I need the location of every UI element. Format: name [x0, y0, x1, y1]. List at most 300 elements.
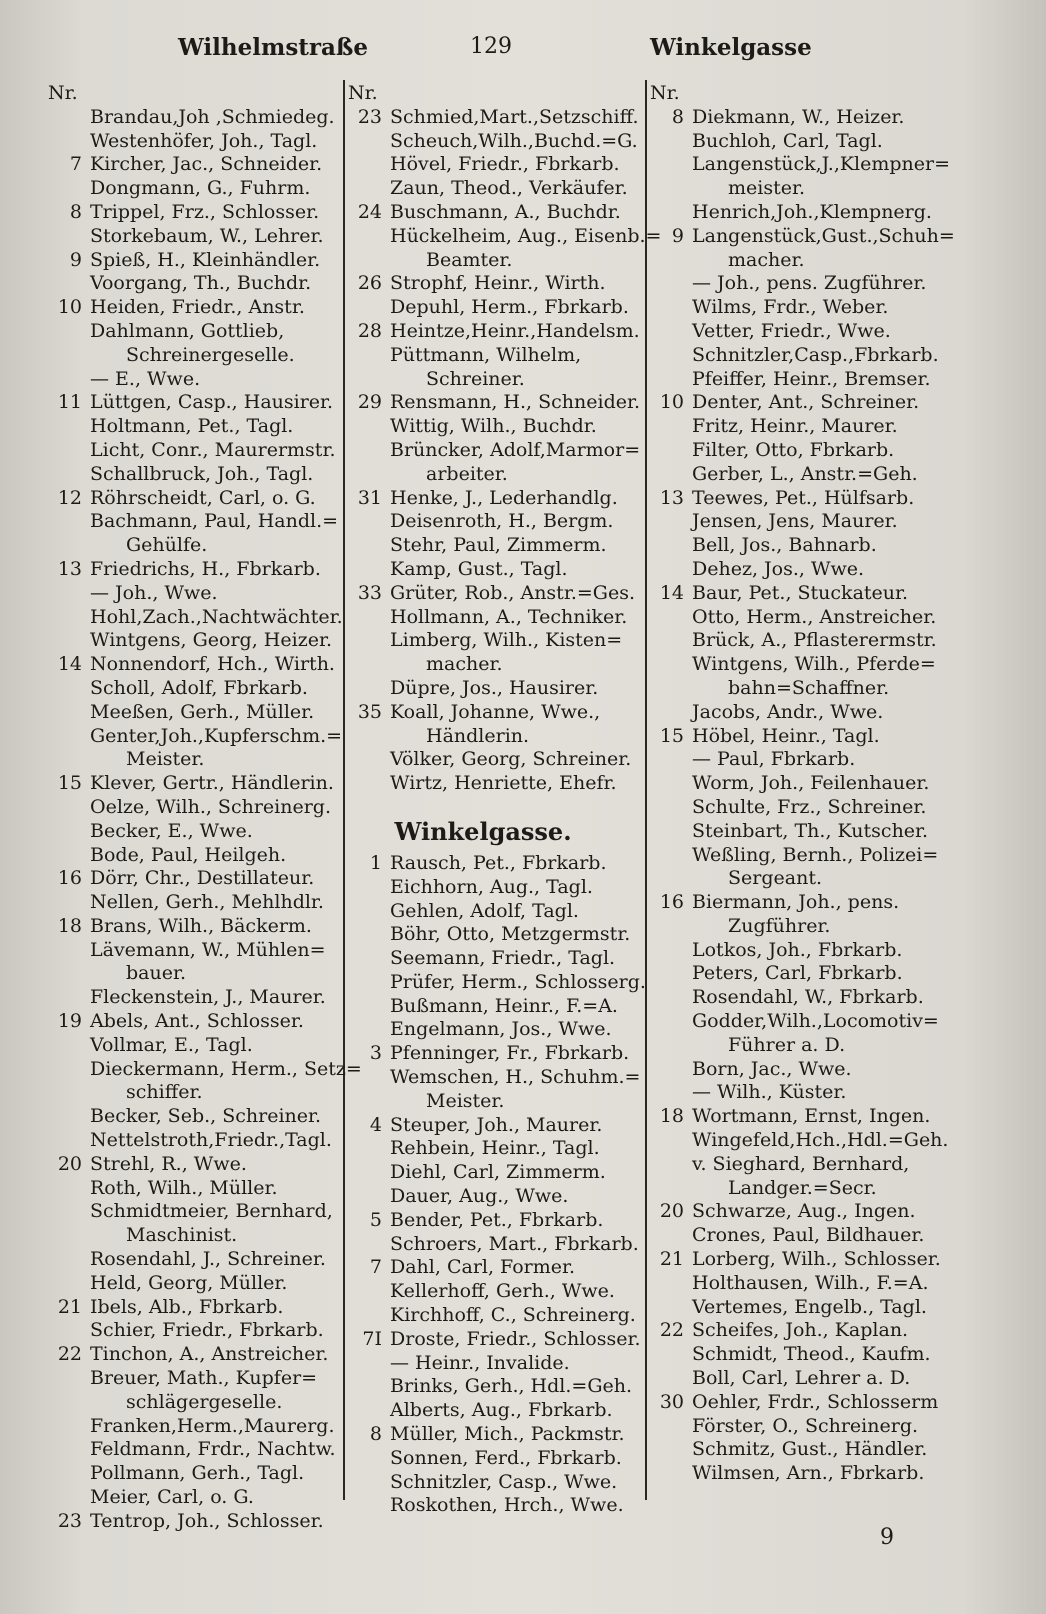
- entry-line: [48, 1486, 340, 1510]
- entry-line: [348, 463, 648, 487]
- resident-entry: Henke, J., Lederhandlg.: [390, 486, 618, 509]
- entry-line: [348, 1447, 648, 1471]
- house-number: 16: [659, 891, 684, 914]
- resident-entry: Schreiner.: [426, 367, 525, 390]
- house-number: [650, 1177, 692, 1201]
- entry-line: [650, 701, 950, 725]
- resident-entry: Pfenninger, Fr., Fbrkarb.: [390, 1042, 630, 1065]
- house-number: [650, 249, 692, 273]
- resident-entry: Lotkos, Joh., Fbrkarb.: [692, 938, 903, 961]
- resident-entry: Steuper, Joh., Maurer.: [390, 1113, 603, 1136]
- entry-line: [348, 900, 648, 924]
- house-number: 35: [357, 700, 382, 723]
- resident-entry: Holtmann, Pet., Tagl.: [90, 415, 294, 438]
- house-number: [48, 130, 90, 154]
- resident-entry: Hückelheim, Aug., Eisenb.=: [390, 224, 662, 247]
- house-number: [650, 629, 692, 653]
- entry-line: [48, 582, 340, 606]
- house-number: [48, 439, 90, 463]
- entry-line: [650, 820, 950, 844]
- resident-entry: Worm, Joh., Feilenhauer.: [692, 772, 930, 795]
- entry-line: [650, 844, 950, 868]
- resident-entry: Vertemes, Engelb., Tagl.: [692, 1295, 927, 1318]
- resident-entry: Teewes, Pet., Hülfsarb.: [692, 486, 915, 509]
- house-number: 15: [659, 724, 684, 747]
- house-number: [348, 947, 390, 971]
- resident-entry: Held, Georg, Müller.: [90, 1271, 288, 1294]
- resident-entry: schlägergeselle.: [126, 1390, 283, 1413]
- resident-entry: Vollmar, E., Tagl.: [90, 1033, 253, 1056]
- entry-line: [48, 986, 340, 1010]
- entry-line: [348, 130, 648, 154]
- resident-entry: Wilmsen, Arn., Fbrkarb.: [692, 1462, 925, 1485]
- resident-entry: Peters, Carl, Fbrkarb.: [692, 962, 903, 985]
- resident-entry: Höbel, Heinr., Tagl.: [692, 724, 880, 747]
- resident-entry: Crones, Paul, Bildhauer.: [692, 1224, 925, 1247]
- resident-entry: Lorberg, Wilh., Schlosser.: [692, 1248, 941, 1271]
- house-number: [48, 272, 90, 296]
- resident-entry: Gehlen, Adolf, Tagl.: [390, 899, 579, 922]
- house-number: [48, 748, 90, 772]
- house-number: [48, 891, 90, 915]
- house-number: [348, 606, 390, 630]
- resident-entry: Klever, Gertr., Händlerin.: [90, 772, 334, 795]
- entry-line: [48, 1462, 340, 1486]
- entry-line: [48, 867, 340, 891]
- entry-line: [48, 1224, 340, 1248]
- resident-entry: Henrich,Joh.,Klempnerg.: [692, 200, 932, 223]
- resident-entry: Förster, O., Schreinerg.: [692, 1414, 919, 1437]
- resident-entry: bahn=Schaffner.: [728, 676, 890, 699]
- house-number: 31: [357, 486, 382, 509]
- house-number: [48, 962, 90, 986]
- entry-line: [650, 249, 950, 273]
- resident-entry: Röhrscheidt, Carl, o. G.: [90, 486, 316, 509]
- house-number: 10: [57, 296, 82, 319]
- resident-entry: Schier, Friedr., Fbrkarb.: [90, 1319, 324, 1342]
- resident-entry: Nonnendorf, Hch., Wirth.: [90, 653, 335, 676]
- resident-entry: Heintze,Heinr.,Handelsm.: [390, 319, 640, 342]
- entry-line: [48, 249, 340, 273]
- entry-line: [48, 677, 340, 701]
- house-number: [650, 867, 692, 891]
- entry-line: [650, 463, 950, 487]
- house-number: [348, 653, 390, 677]
- house-number: [48, 629, 90, 653]
- entry-line: [48, 962, 340, 986]
- entry-line: [348, 606, 648, 630]
- house-number: [48, 1034, 90, 1058]
- entry-line: [348, 1375, 648, 1399]
- entry-line: [348, 947, 648, 971]
- house-number: [348, 1137, 390, 1161]
- house-number: [348, 130, 390, 154]
- resident-entry: Denter, Ant., Schreiner.: [692, 391, 920, 414]
- entry-line: [348, 201, 648, 225]
- resident-entry: Vetter, Friedr., Wwe.: [692, 319, 891, 342]
- house-number: [650, 1343, 692, 1367]
- house-number: [48, 820, 90, 844]
- resident-entry: Engelmann, Jos., Wwe.: [390, 1018, 612, 1041]
- resident-entry: Langenstück,J.,Klempner=: [692, 153, 951, 176]
- resident-entry: Maschinist.: [126, 1224, 238, 1247]
- resident-entry: Godder,Wilh.,Locomotiv=: [692, 1010, 939, 1033]
- entry-line: [348, 510, 648, 534]
- house-number: [348, 296, 390, 320]
- entry-line: [650, 177, 950, 201]
- entry-line: [48, 534, 340, 558]
- resident-entry: Steinbart, Th., Kutscher.: [692, 819, 929, 842]
- resident-entry: Alberts, Aug., Fbrkarb.: [390, 1399, 613, 1422]
- resident-entry: Stehr, Paul, Zimmerm.: [390, 534, 607, 557]
- entry-line: [48, 487, 340, 511]
- resident-entry: Storkebaum, W., Lehrer.: [90, 224, 324, 247]
- entry-line: [48, 201, 340, 225]
- house-number: 19: [57, 1010, 82, 1033]
- house-number: [650, 177, 692, 201]
- house-number: [348, 1066, 390, 1090]
- resident-entry: Böhr, Otto, Metzgermstr.: [390, 923, 631, 946]
- entry-line: [348, 748, 648, 772]
- resident-entry: meister.: [728, 177, 806, 200]
- resident-entry: Bußmann, Heinr., F.=A.: [390, 994, 618, 1017]
- entry-line: [48, 1296, 340, 1320]
- house-number: [48, 1272, 90, 1296]
- entry-line: [650, 1034, 950, 1058]
- house-number: [48, 939, 90, 963]
- resident-entry: Oelze, Wilh., Schreinerg.: [90, 795, 331, 818]
- resident-entry: Schmidt, Theod., Kaufm.: [692, 1343, 931, 1366]
- house-number: 1: [369, 851, 382, 874]
- resident-entry: Wilms, Frdr., Weber.: [692, 296, 889, 319]
- house-number: 23: [357, 105, 382, 128]
- house-number: 28: [357, 319, 382, 342]
- resident-entry: Meier, Carl, o. G.: [90, 1486, 254, 1509]
- resident-entry: Baur, Pet., Stuckateur.: [692, 581, 909, 604]
- house-number: [348, 900, 390, 924]
- entry-line: [650, 891, 950, 915]
- resident-entry: Westenhöfer, Joh., Tagl.: [90, 129, 318, 152]
- resident-entry: Düpre, Jos., Hausirer.: [390, 676, 599, 699]
- house-number: [48, 463, 90, 487]
- entry-line: [348, 106, 648, 130]
- entry-line: [48, 415, 340, 439]
- entry-line: [650, 962, 950, 986]
- resident-entry: schiffer.: [126, 1081, 203, 1104]
- house-number: [48, 1105, 90, 1129]
- entry-line: [348, 852, 648, 876]
- house-number: [348, 748, 390, 772]
- house-number: [48, 415, 90, 439]
- entry-line: [348, 296, 648, 320]
- house-number: [650, 130, 692, 154]
- entry-line: [650, 1367, 950, 1391]
- house-number: 4: [369, 1113, 382, 1136]
- nr-label: Nr.: [650, 82, 680, 104]
- house-number: [348, 1018, 390, 1042]
- house-number: [348, 344, 390, 368]
- resident-entry: Otto, Herm., Anstreicher.: [692, 605, 937, 628]
- entry-line: [650, 558, 950, 582]
- house-number: [650, 534, 692, 558]
- resident-entry: macher.: [728, 248, 805, 271]
- resident-entry: Biermann, Joh., pens.: [692, 891, 900, 914]
- entry-line: [348, 1042, 648, 1066]
- entry-line: [48, 1153, 340, 1177]
- entry-line: [348, 249, 648, 273]
- entry-line: [48, 1129, 340, 1153]
- house-number: [348, 1185, 390, 1209]
- resident-entry: Zaun, Theod., Verkäufer.: [390, 177, 628, 200]
- resident-entry: Weßling, Bernh., Polizei=: [692, 843, 939, 866]
- entry-line: [650, 986, 950, 1010]
- house-number: [650, 1415, 692, 1439]
- resident-entry: Fleckenstein, J., Maurer.: [90, 986, 326, 1009]
- resident-entry: Völker, Georg, Schreiner.: [390, 748, 632, 771]
- house-number: [348, 629, 390, 653]
- house-number: [650, 463, 692, 487]
- house-number: [348, 1233, 390, 1257]
- house-number: [650, 939, 692, 963]
- entry-line: [48, 1248, 340, 1272]
- house-number: [348, 225, 390, 249]
- resident-entry: Born, Jac., Wwe.: [692, 1057, 852, 1080]
- resident-entry: Brück, A., Pflasterermstr.: [692, 629, 937, 652]
- entry-line: [48, 1200, 340, 1224]
- house-number: [48, 344, 90, 368]
- nr-label: Nr.: [348, 82, 378, 104]
- entry-line: [348, 1494, 648, 1518]
- resident-entry: Wintgens, Wilh., Pferde=: [692, 653, 936, 676]
- house-number: [348, 1471, 390, 1495]
- header-street-right: Winkelgasse: [650, 34, 812, 61]
- house-number: [48, 225, 90, 249]
- house-number: [650, 1272, 692, 1296]
- resident-entry: Deisenroth, H., Bergm.: [390, 510, 614, 533]
- entry-line: [48, 701, 340, 725]
- entry-line: [650, 677, 950, 701]
- house-number: [48, 986, 90, 1010]
- entry-list: [348, 852, 648, 1518]
- entry-list: [48, 105, 362, 1534]
- entry-line: [650, 867, 950, 891]
- house-number: [650, 962, 692, 986]
- house-number: 9: [671, 224, 684, 247]
- resident-entry: Lävemann, W., Mühlen=: [90, 938, 326, 961]
- house-number: [348, 439, 390, 463]
- entry-line: [650, 582, 950, 606]
- column-middle: [348, 82, 662, 1518]
- resident-entry: Pollmann, Gerh., Tagl.: [90, 1462, 305, 1485]
- house-number: [348, 876, 390, 900]
- resident-entry: Dörr, Chr., Destillateur.: [90, 867, 315, 890]
- resident-entry: Beamter.: [426, 248, 513, 271]
- house-number: [48, 1081, 90, 1105]
- entry-line: [348, 1256, 648, 1280]
- resident-entry: Koall, Johanne, Wwe.,: [390, 700, 601, 723]
- resident-entry: Kircher, Jac., Schneider.: [90, 153, 323, 176]
- entry-line: [348, 1352, 648, 1376]
- entry-line: [650, 1415, 950, 1439]
- entry-list: [348, 105, 662, 796]
- header-page-number: 129: [470, 34, 512, 59]
- house-number: [48, 1319, 90, 1343]
- house-number: [48, 368, 90, 392]
- entry-line: [650, 629, 950, 653]
- resident-entry: Franken,Herm.,Maurerg.: [90, 1414, 335, 1437]
- house-number: [48, 1415, 90, 1439]
- resident-entry: Brandau,Joh ,Schmiedeg.: [90, 105, 335, 128]
- entry-line: [650, 1010, 950, 1034]
- house-number: 9: [69, 248, 82, 271]
- entry-line: [650, 153, 950, 177]
- entry-line: [48, 439, 340, 463]
- resident-entry: Roskothen, Hrch., Wwe.: [390, 1494, 624, 1517]
- house-number: [48, 320, 90, 344]
- entry-line: [650, 130, 950, 154]
- resident-entry: Schallbruck, Joh., Tagl.: [90, 462, 314, 485]
- entry-line: [650, 320, 950, 344]
- house-number: [48, 1248, 90, 1272]
- house-number: [48, 106, 90, 130]
- entry-line: [348, 1399, 648, 1423]
- house-number: [48, 1438, 90, 1462]
- resident-entry: Meister.: [126, 748, 205, 771]
- house-number: [48, 582, 90, 606]
- resident-entry: Prüfer, Herm., Schlosserg.: [390, 970, 646, 993]
- entry-line: [650, 796, 950, 820]
- house-number: [348, 463, 390, 487]
- entry-line: [348, 1280, 648, 1304]
- entry-line: [348, 1161, 648, 1185]
- entry-line: [348, 653, 648, 677]
- house-number: [650, 748, 692, 772]
- house-number: [48, 1224, 90, 1248]
- house-number: [48, 677, 90, 701]
- entry-line: [48, 1081, 340, 1105]
- house-number: [348, 1399, 390, 1423]
- entry-line: [48, 177, 340, 201]
- entry-line: [650, 487, 950, 511]
- entry-line: [348, 1471, 648, 1495]
- house-number: [48, 1391, 90, 1415]
- resident-entry: Buchloh, Carl, Tagl.: [692, 129, 883, 152]
- entry-line: [48, 463, 340, 487]
- entry-line: [650, 939, 950, 963]
- house-number: 21: [659, 1248, 684, 1271]
- entry-line: [650, 1200, 950, 1224]
- entry-line: [650, 272, 950, 296]
- entry-line: [348, 971, 648, 995]
- resident-entry: Abels, Ant., Schlosser.: [90, 1010, 304, 1033]
- resident-entry: Meeßen, Gerh., Müller.: [90, 700, 315, 723]
- house-number: [348, 1161, 390, 1185]
- house-number: [348, 725, 390, 749]
- resident-entry: Sergeant.: [728, 867, 822, 890]
- house-number: [650, 1438, 692, 1462]
- house-number: [48, 1462, 90, 1486]
- resident-entry: Ibels, Alb., Fbrkarb.: [90, 1295, 284, 1318]
- resident-entry: Eichhorn, Aug., Tagl.: [390, 875, 593, 898]
- house-number: [348, 1447, 390, 1471]
- resident-entry: Wingefeld,Hch.,Hdl.=Geh.: [692, 1129, 949, 1152]
- entry-line: [48, 1510, 340, 1534]
- resident-entry: Dauer, Aug., Wwe.: [390, 1185, 569, 1208]
- house-number: 24: [357, 200, 382, 223]
- house-number: [650, 1081, 692, 1105]
- house-number: 13: [57, 557, 82, 580]
- house-number: 11: [57, 391, 82, 414]
- house-number: [650, 986, 692, 1010]
- house-number: [650, 677, 692, 701]
- entry-line: [650, 201, 950, 225]
- resident-entry: Schwarze, Aug., Ingen.: [692, 1200, 916, 1223]
- house-number: [650, 296, 692, 320]
- house-number: 33: [357, 581, 382, 604]
- resident-entry: Brinks, Gerh., Hdl.=Geh.: [390, 1375, 633, 1398]
- house-number: 7: [369, 1256, 382, 1279]
- entry-line: [48, 320, 340, 344]
- house-number: [48, 1486, 90, 1510]
- resident-entry: Zugführer.: [728, 914, 831, 937]
- resident-entry: Rensmann, H., Schneider.: [390, 391, 641, 414]
- house-number: [348, 923, 390, 947]
- entry-line: [650, 1391, 950, 1415]
- house-number: [650, 915, 692, 939]
- entry-line: [650, 915, 950, 939]
- entry-line: [650, 439, 950, 463]
- house-number: [48, 606, 90, 630]
- resident-entry: Kellerhoff, Gerh., Wwe.: [390, 1280, 615, 1303]
- resident-entry: Püttmann, Wilhelm,: [390, 343, 582, 366]
- column-divider-left: [343, 80, 345, 1500]
- entry-line: [348, 1328, 648, 1352]
- house-number: 30: [659, 1390, 684, 1413]
- resident-entry: Scheifes, Joh., Kaplan.: [692, 1319, 909, 1342]
- resident-entry: Sonnen, Ferd., Fbrkarb.: [390, 1446, 622, 1469]
- entry-line: [348, 415, 648, 439]
- house-number: [48, 510, 90, 534]
- house-number: [348, 415, 390, 439]
- house-number: 23: [57, 1509, 82, 1532]
- resident-entry: Hövel, Friedr., Fbrkarb.: [390, 153, 620, 176]
- entry-line: [348, 558, 648, 582]
- house-number: [348, 677, 390, 701]
- house-number: [650, 844, 692, 868]
- resident-entry: Brüncker, Adolf,Marmor=: [390, 438, 641, 461]
- resident-entry: Wirtz, Henriette, Ehefr.: [390, 772, 617, 795]
- house-number: 20: [659, 1200, 684, 1223]
- entry-line: [650, 1462, 950, 1486]
- entry-line: [48, 130, 340, 154]
- entry-line: [650, 368, 950, 392]
- entry-line: [348, 487, 648, 511]
- entry-line: [348, 1233, 648, 1257]
- resident-entry: Landger.=Secr.: [728, 1176, 877, 1199]
- entry-line: [48, 820, 340, 844]
- header-street-left: Wilhelmstraße: [178, 34, 369, 61]
- house-number: 29: [357, 391, 382, 414]
- entry-line: [650, 1081, 950, 1105]
- entry-line: [48, 915, 340, 939]
- entry-line: [348, 1185, 648, 1209]
- entry-line: [48, 844, 340, 868]
- house-number: [348, 249, 390, 273]
- house-number: [348, 995, 390, 1019]
- house-number: [650, 368, 692, 392]
- entry-line: [48, 368, 340, 392]
- house-number: 12: [57, 486, 82, 509]
